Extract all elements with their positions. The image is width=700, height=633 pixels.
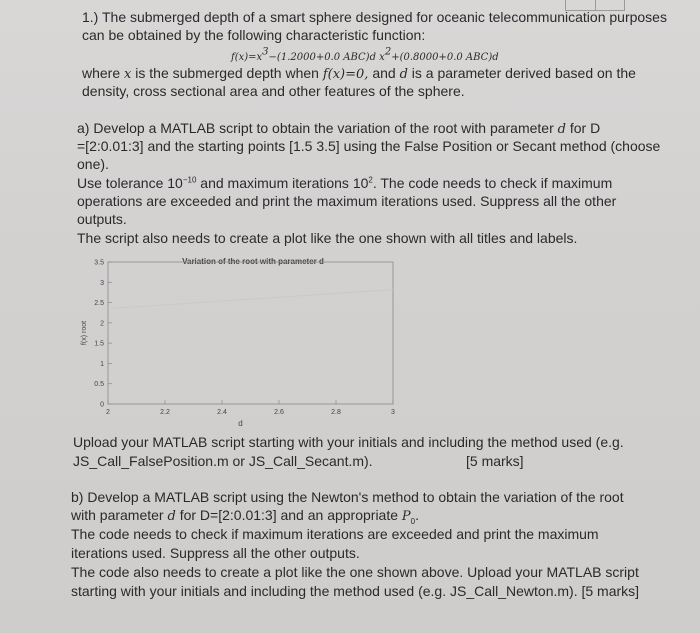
q1-line-2: can be obtained by the following characteristic function:	[82, 27, 426, 43]
eq-sup-3: 3	[262, 46, 269, 58]
series-line	[108, 290, 393, 309]
x-tick-label: 3	[391, 409, 395, 416]
q1-l4-e: is a parameter derived based on the	[407, 65, 636, 81]
x-axis-label: d	[238, 419, 243, 428]
q1-line-1: 1.) The submerged depth of a smart sphere designed for oceanic telecommunication purposes	[82, 9, 667, 25]
eq-part-b: −(1.2000+0.0 ABC)d x	[268, 52, 385, 63]
qa-line-2: =[2:0.01:3] and the starting points [1.5 3.5] using the False Position or Secant method (choose	[77, 138, 661, 154]
x-tick-label: 2.2	[160, 409, 170, 416]
q1-line-4	[82, 64, 636, 84]
q1-l4-b: is the submerged depth when	[131, 65, 323, 81]
chart-title: Variation of the root with parameter d	[182, 257, 324, 266]
qb-l2-a: with parameter	[71, 507, 168, 523]
qb-line-1: b) Develop a MATLAB script using the Newton's method to obtain the variation of the root	[71, 489, 624, 505]
qa-l4-b: and maximum iterations 10	[196, 175, 369, 191]
qb-line-4: iterations used. Suppress all the other outputs.	[71, 545, 360, 561]
qa-line-6: outputs.	[77, 211, 127, 227]
qa-line-5: operations are exceeded and print the maximum iterations used. Suppress all the other	[77, 193, 617, 209]
x-axis-ticks	[106, 400, 395, 416]
qb-l2-b: for D=[2:0.01:3] and an appropriate	[175, 507, 402, 523]
qb-line-3: The code needs to check if maximum iterations are exceeded and print the maximum	[71, 526, 599, 542]
y-axis-label: f(x) root	[81, 320, 88, 346]
qa-iter-exp: 2	[368, 175, 373, 185]
y-tick-label: 3.5	[94, 259, 104, 267]
qb-l2-c: .	[415, 507, 420, 523]
y-tick-label: 1.5	[94, 340, 104, 348]
qa-line-8: Upload your MATLAB script starting with your initials and including the method used (e.g.	[73, 434, 624, 450]
qa-tol-exp: −10	[182, 175, 197, 185]
qb-line-2	[71, 506, 419, 526]
qb-var-d: d	[167, 509, 176, 524]
y-tick-label: 0	[100, 401, 104, 409]
qa-line-4	[77, 174, 612, 192]
q1-l4-c: and	[368, 65, 400, 81]
var-x: x	[124, 67, 132, 82]
y-tick-label: 2	[100, 320, 104, 328]
plot-frame	[108, 262, 393, 404]
y-tick-label: 1	[100, 360, 104, 368]
var-d: d	[399, 67, 408, 82]
qa-l4-a: Use tolerance 10	[77, 175, 183, 191]
qa-line-7: The script also needs to create a plot like the one shown with all titles and labels.	[77, 230, 578, 246]
qb-var-p: P	[401, 509, 411, 524]
y-tick-label: 2.5	[94, 300, 104, 308]
q1-l4-a: where	[82, 65, 125, 81]
eq-part-c: +(0.8000+0.0 ABC)d	[391, 52, 499, 63]
qa-l1-b: for D	[565, 120, 601, 136]
x-tick-label: 2.8	[331, 409, 341, 416]
x-tick-label: 2	[106, 409, 110, 416]
x-tick-label: 2.6	[274, 409, 284, 416]
eq-sup-2: 2	[384, 46, 392, 58]
q1-line-5: density, cross sectional area and other features of the sphere.	[82, 83, 465, 99]
qb-var-p-sub: 0	[410, 516, 416, 526]
qa-l4-c: . The code needs to check if maximum	[372, 175, 613, 191]
qa-marks: [5 marks]	[466, 453, 524, 469]
var-fx: f(x)=0,	[322, 67, 369, 82]
qa-l1-a: a) Develop a MATLAB script to obtain the variation of the root with parameter	[77, 120, 558, 136]
root-variation-chart	[78, 250, 398, 430]
series-lines	[108, 290, 393, 309]
qa-line-1	[77, 119, 600, 139]
y-axis-ticks	[94, 260, 112, 409]
eq-part-a: f(x)=x	[231, 52, 263, 63]
x-tick-label: 2.4	[217, 409, 227, 416]
y-tick-label: 3	[100, 279, 104, 287]
qb-line-5: The code also needs to create a plot like the one shown above. Upload your MATLAB script	[71, 564, 639, 580]
y-tick-label: 0.5	[94, 381, 104, 389]
qb-line-6: starting with your initials and including the method used (e.g. JS_Call_Newton.m). [5 marks]	[71, 583, 640, 599]
qa-line-3: one).	[77, 156, 109, 172]
qa-line-9: JS_Call_FalsePosition.m or JS_Call_Secant.m).	[73, 453, 373, 469]
qa-var-d: d	[557, 122, 566, 137]
